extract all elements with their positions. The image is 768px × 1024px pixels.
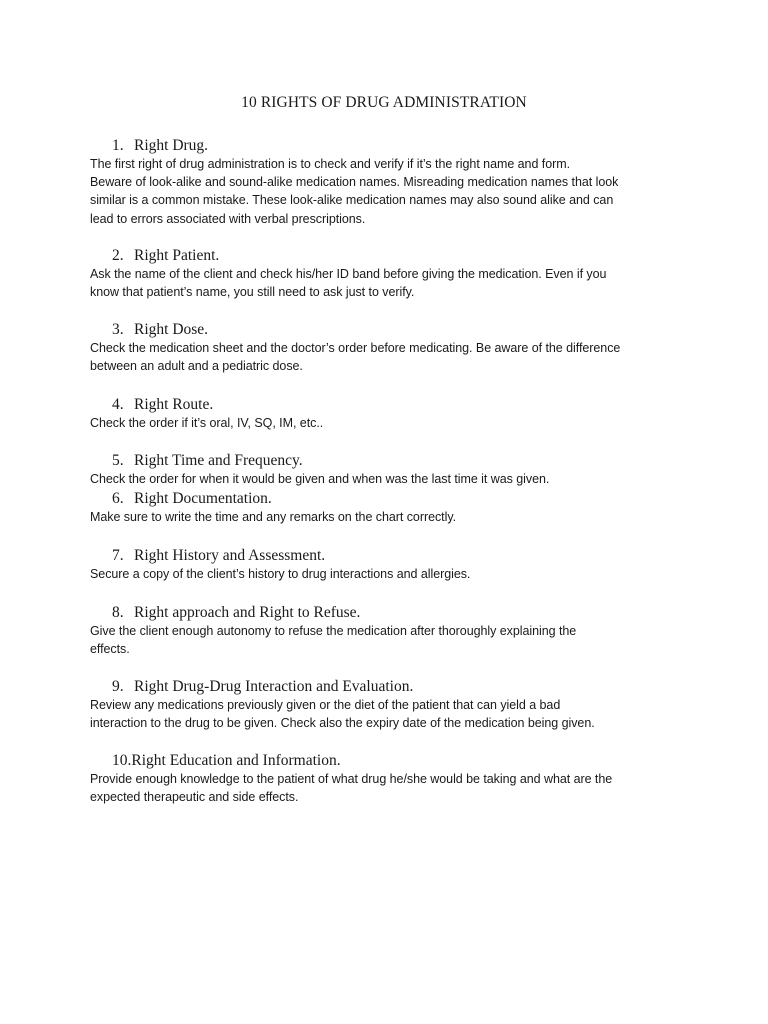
section-heading	[112, 604, 680, 622]
body-line: Check the order if it’s oral, IV, SQ, IM, etc..	[90, 416, 324, 430]
body-line: Review any medications previously given or the diet of the patient that can yield a bad	[90, 698, 561, 712]
section-title: Right Documentation.	[134, 490, 272, 507]
section-heading	[112, 678, 680, 696]
section-title: Right Drug-Drug Interaction and Evaluation.	[134, 678, 414, 695]
body-line: effects.	[90, 642, 130, 657]
section-title: Right Dose.	[134, 321, 209, 338]
section-right-dose	[90, 321, 680, 375]
section-number: 4.	[112, 396, 124, 413]
section-heading	[112, 137, 680, 155]
section-body	[90, 770, 680, 806]
section-right-approach-refuse	[90, 604, 680, 658]
section-number: 10.	[112, 752, 132, 769]
body-line: similar is a common mistake. These look-alike medication names may also sound alike and can	[90, 193, 614, 208]
body-line: Provide enough knowledge to the patient of what drug he/she would be taking and what are the	[90, 772, 613, 786]
section-title: Right Route.	[134, 396, 214, 413]
body-line: The first right of drug administration is to check and verify if it’s the right name and form.	[90, 157, 571, 171]
section-title: Right History and Assessment.	[134, 547, 326, 564]
section-body	[90, 265, 680, 301]
body-line: expected therapeutic and side effects.	[90, 790, 299, 805]
section-heading	[112, 490, 680, 508]
section-number: 3.	[112, 321, 124, 338]
body-line: lead to errors associated with verbal prescriptions.	[90, 211, 366, 226]
body-line: know that patient’s name, you still need to ask just to verify.	[90, 285, 415, 300]
body-line: interaction to the drug to be given. Check also the expiry date of the medication being given.	[90, 716, 595, 731]
body-line: Beware of look-alike and sound-alike medication names. Misreading medication names that look	[90, 175, 619, 190]
section-body	[90, 414, 680, 432]
section-right-documentation	[90, 490, 680, 526]
body-line: Check the medication sheet and the doctor’s order before medicating. Be aware of the difference	[90, 341, 621, 355]
section-body	[90, 565, 680, 583]
section-title: Right approach and Right to Refuse.	[134, 604, 361, 621]
section-body	[90, 508, 680, 526]
section-number: 1.	[112, 137, 124, 154]
body-line: Check the order for when it would be given and when was the last time it was given.	[90, 472, 550, 486]
body-line: Give the client enough autonomy to refuse the medication after thoroughly explaining the	[90, 624, 577, 638]
section-right-patient	[90, 247, 680, 301]
section-body	[90, 622, 680, 658]
section-right-history-assessment	[90, 547, 680, 583]
section-title: Right Patient.	[134, 247, 220, 264]
section-body	[90, 339, 680, 375]
section-number: 7.	[112, 547, 124, 564]
section-title: Right Education and Information.	[131, 752, 341, 769]
section-number: 5.	[112, 452, 124, 469]
section-number: 8.	[112, 604, 124, 621]
section-heading	[112, 452, 680, 470]
body-line: Make sure to write the time and any remarks on the chart correctly.	[90, 510, 457, 524]
section-body	[90, 155, 680, 228]
section-title: Right Time and Frequency.	[134, 452, 303, 469]
document-title: 10 RIGHTS OF DRUG ADMINISTRATION	[241, 94, 527, 111]
section-heading	[112, 396, 680, 414]
body-line: between an adult and a pediatric dose.	[90, 359, 303, 374]
section-number: 2.	[112, 247, 124, 264]
section-right-time-frequency	[90, 452, 680, 488]
body-line: Secure a copy of the client’s history to drug interactions and allergies.	[90, 567, 471, 581]
section-right-drug	[90, 137, 680, 228]
section-right-education	[90, 752, 680, 806]
section-right-route	[90, 396, 680, 432]
section-body	[90, 470, 680, 488]
section-body	[90, 696, 680, 732]
section-heading	[112, 547, 680, 565]
section-heading	[112, 752, 680, 770]
section-number: 9.	[112, 678, 124, 695]
section-number: 6.	[112, 490, 124, 507]
section-heading	[112, 321, 680, 339]
section-heading	[112, 247, 680, 265]
section-title: Right Drug.	[134, 137, 209, 154]
section-right-drug-interaction	[90, 678, 680, 732]
body-line: Ask the name of the client and check his/her ID band before giving the medication. Even if you	[90, 267, 607, 281]
